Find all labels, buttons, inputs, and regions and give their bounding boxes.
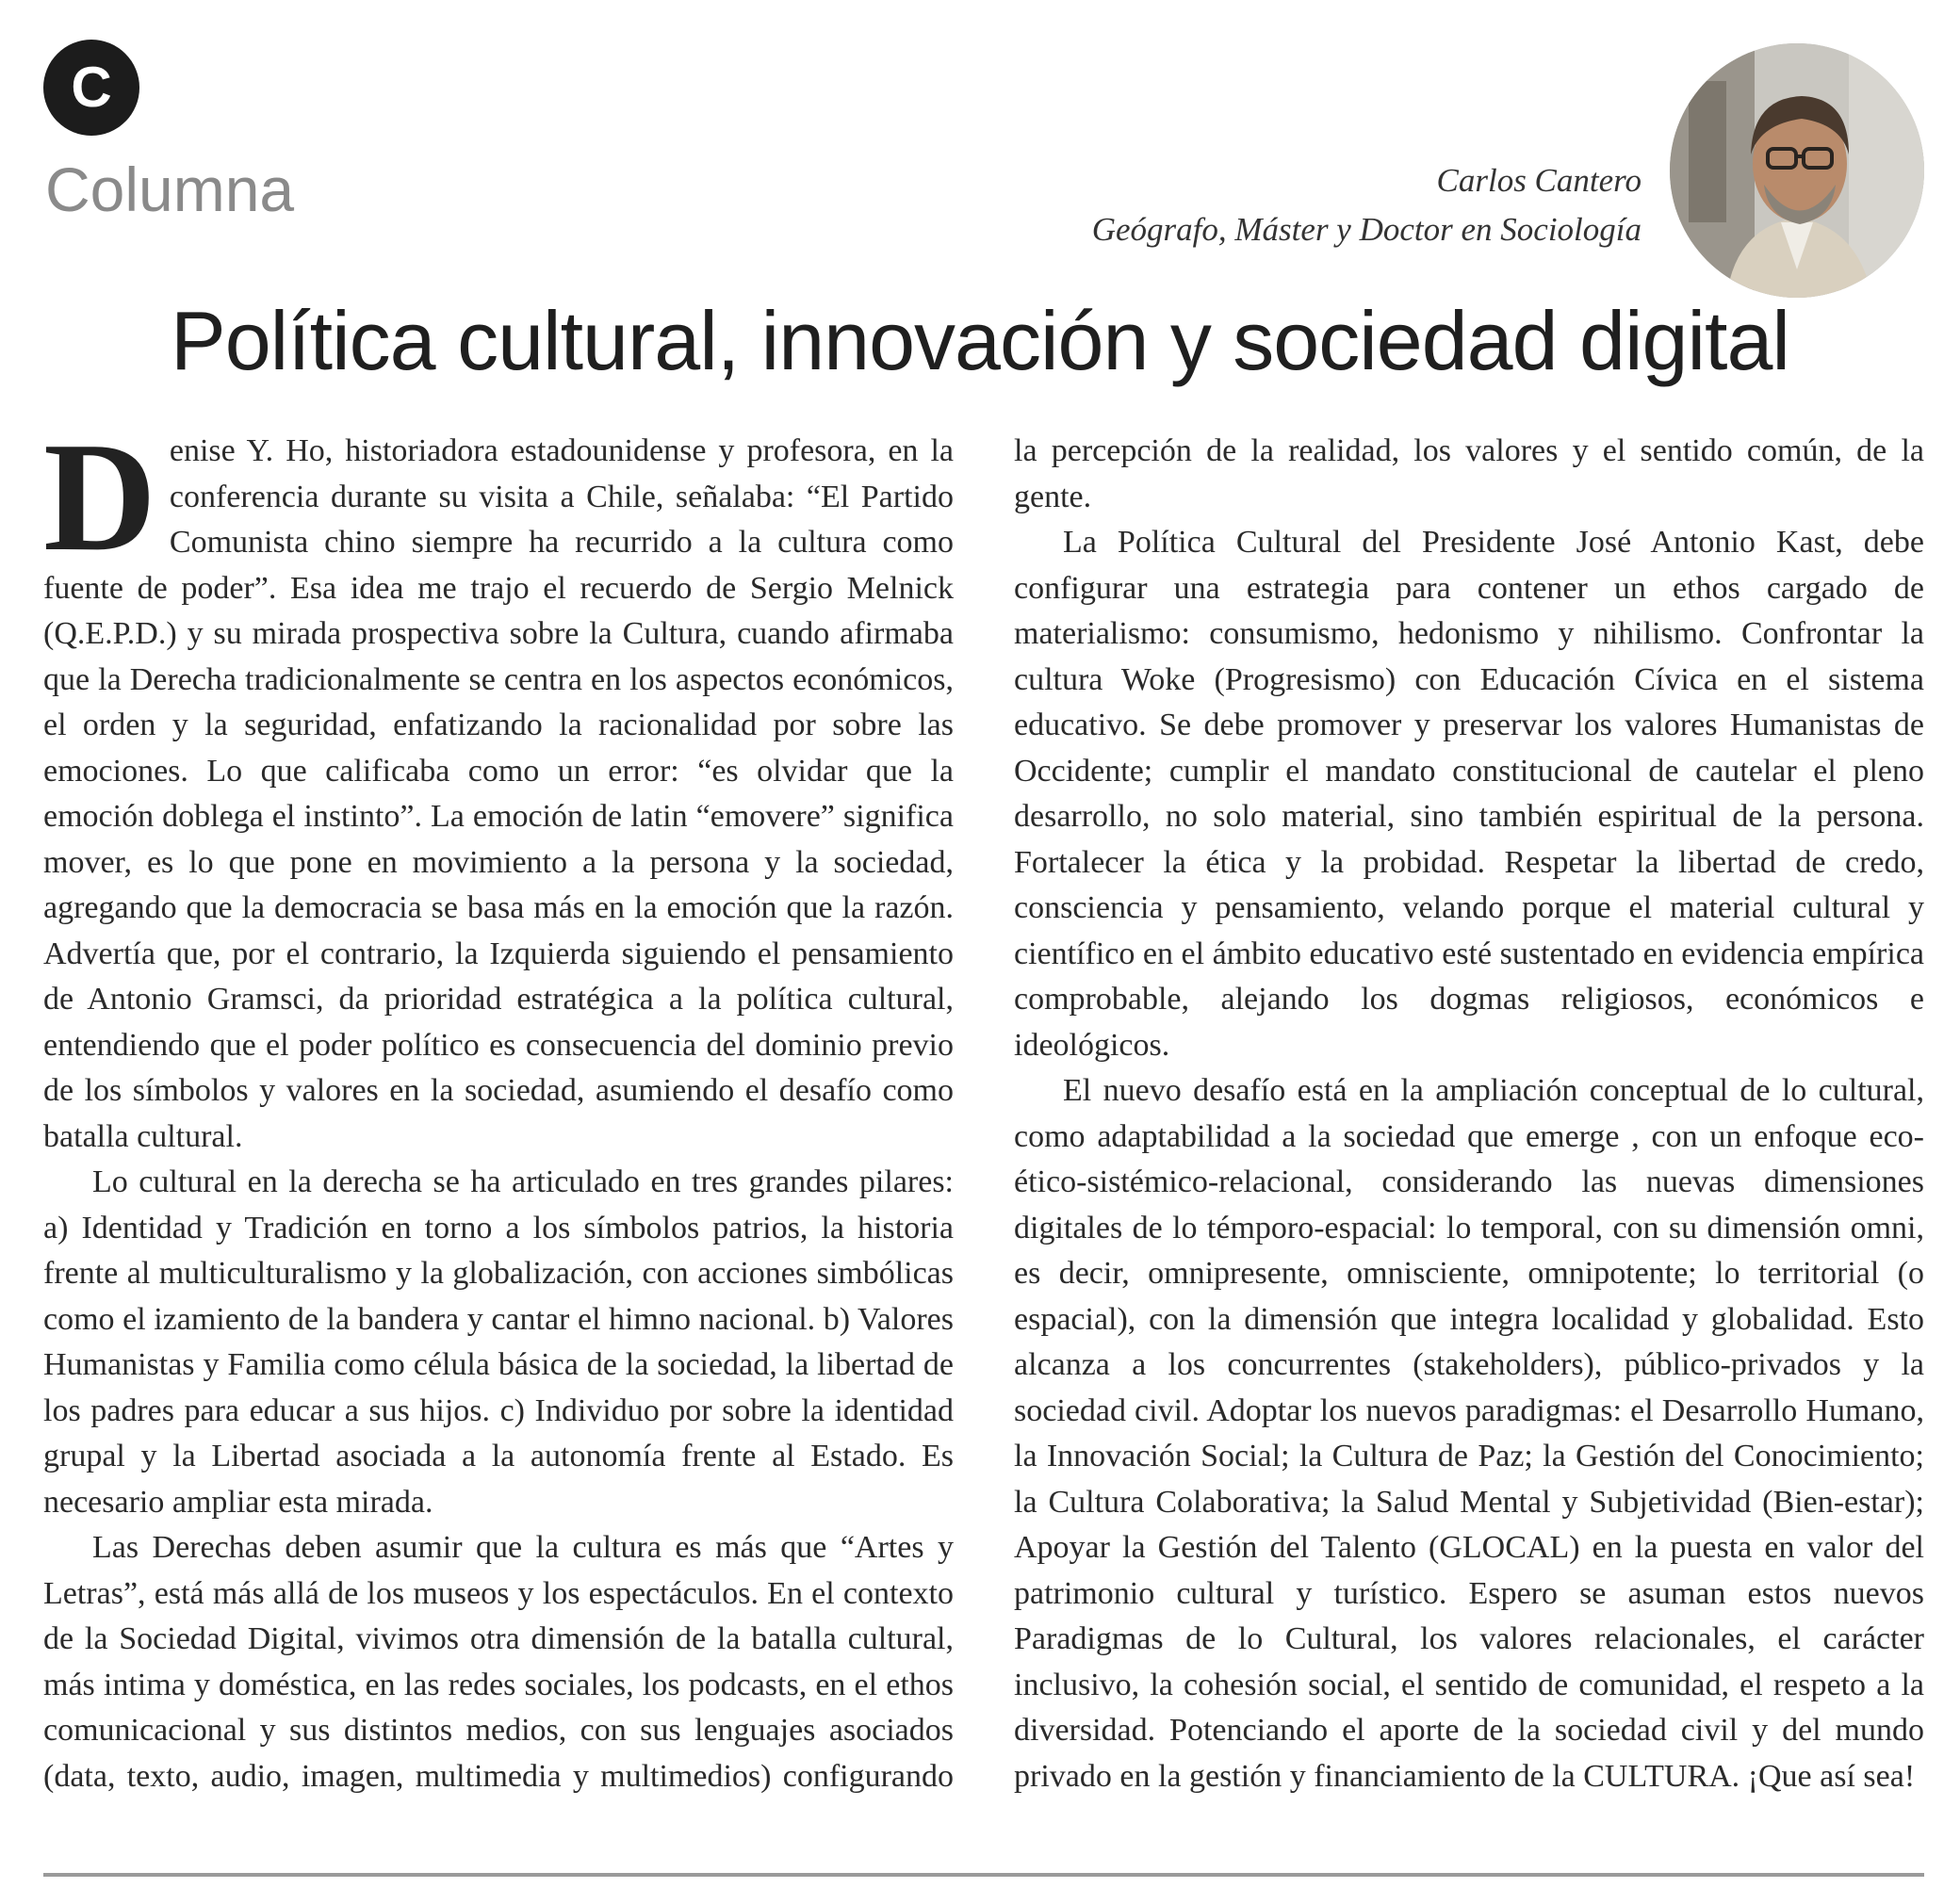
article-paragraph — [43, 410, 954, 1160]
author-portrait-image — [1670, 43, 1924, 298]
logo-letter: C — [71, 56, 112, 119]
article-paragraph: Lo cultural en la derecha se ha articulado en tres grandes pilares: a) Identidad y Tradición en torno a los símbolos patrios, la historia frente al multiculturalismo y la globalización, con acciones simbólicas como el izamiento de la bandera y cantar el himno nacional. b) Valores Humanistas y Familia como célula básica de la sociedad, la libertad de los padres para educar a sus hijos. c) Individuo por sobre la identidad grupal y la Libertad asociada a la autonomía frente al Estado. Es necesario ampliar esta mirada. — [43, 1164, 954, 1520]
drop-cap: D — [43, 410, 156, 583]
paragraph-text: enise Y. Ho, historiadora estadounidense y profesora, en la conferencia durante su visita a Chile, señalaba: “El Partido Comunista chino siempre ha recurrido a la cultura como fuente de poder”. Esa idea me trajo el recuerdo de Sergio Melnick (Q.E.P.D.) y su mirada prospectiva sobre la Cultura, cuando afirmaba que la Derecha tradicionalmente se centra en los aspectos económicos, el orden y la seguridad, enfatizando la racionalidad por sobre las emociones. Lo que calificaba como un error: “es olvidar que la emoción doblega el instinto”. La emoción de latin “emovere” significa mover, es lo que pone en movimiento a la persona y la sociedad, agregando que la democracia se basa más en la emoción que la razón. Advertía que, por el contrario, la Izquierda siguiendo el pensamiento de Antonio Gramsci, da prioridad estratégica a la política cultural, entendiendo que el poder político es consecuencia del dominio previo de los símbolos y valores en la sociedad, asumiendo el desafío como batalla cultural. — [43, 433, 954, 1154]
article-paragraph: Las Derechas deben asumir que la cultura es más que “Artes y Letras”, está más allá de los museos y los espectáculos. En el contexto de la Sociedad Digital, vivimos otra dimensión de la batalla cultural, más intima y doméstica, en las redes sociales, los podcasts, en el ethos comunicacional y sus distintos medios, con sus lenguajes asociados (data, texto, audio, imagen, multimedia y multimedios) configurando la percepción de la realidad, los valores y el sentido común, de la gente. — [43, 433, 1924, 1794]
column-logo-icon — [43, 40, 139, 136]
section-label: Columna — [45, 155, 295, 224]
article-body — [43, 410, 1924, 1856]
article-paragraph: El nuevo desafío está en la ampliación conceptual de lo cultural, como adaptabilidad a la sociedad que emerge , con un enfoque eco-ético-sistémico-relacional, considerando las nuevas dimensiones digitales de lo témporo-espacial: lo temporal, con su dimensión omni, es decir, omnipresente, omnisciente, omnipotente; lo territorial (o espacial), con la dimensión que integra localidad y globalidad. Esto alcanza a los concurrentes (stakeholders), público-privados y la sociedad civil. Adoptar los nuevos paradigmas: el Desarrollo Humano, la Innovación Social; la Cultura de Paz; la Gestión del Conocimiento; la Cultura Colaborativa; la Salud Mental y Subjetividad (Bien-estar); Apoyar la Gestión del Talento (GLOCAL) en la puesta en valor del patrimonio cultural y turístico. Espero se asuman estos nuevos Paradigmas de lo Cultural, los valores relacionales, el carácter inclusivo, la cohesión social, el sentido de comunidad, el respeto a la diversidad. Potenciando el aporte de la sociedad civil y del mundo privado en la gestión y financiamiento de la CULTURA. ¡Que así sea! — [1014, 1073, 1924, 1794]
bottom-divider — [43, 1873, 1924, 1877]
author-photo — [1670, 43, 1924, 298]
headline: Política cultural, innovación y sociedad digital — [171, 294, 1789, 387]
author-title: Geógrafo, Máster y Doctor en Sociología — [1091, 211, 1642, 248]
article-paragraph: La Política Cultural del Presidente José Antonio Kast, debe configurar una estrategia para contener un ethos cargado de materialismo: consumismo, hedonismo y nihilismo. Confrontar la cultura Woke (Progresismo) con Educación Cívica en el sistema educativo. Se debe promover y preservar los valores Humanistas de Occidente; cumplir el mandato constitucional de cautelar el pleno desarrollo, no solo material, sino también espiritual de la persona. Fortalecer la ética y la probidad. Respetar la libertad de credo, consciencia y pensamiento, velando porque el material cultural y científico en el ámbito educativo esté sustentado en evidencia empírica comprobable, alejando los dogmas religiosos, económicos e ideológicos. — [1014, 525, 1924, 1063]
byline — [1092, 156, 1642, 254]
author-name: Carlos Cantero — [1436, 162, 1642, 199]
